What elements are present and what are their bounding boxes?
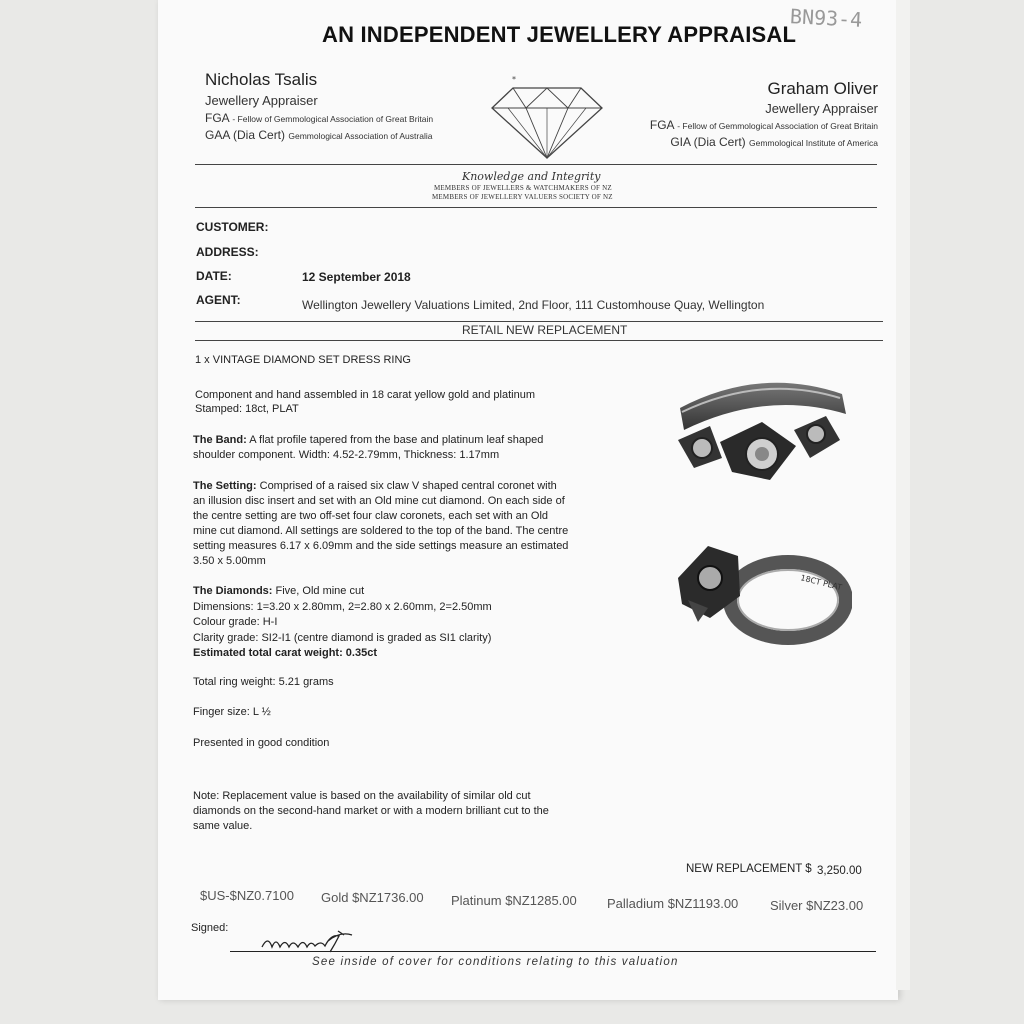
- address-label: ADDRESS:: [196, 245, 259, 259]
- setting-paragraph: The Setting: Comprised of a raised six claw V shaped central coronet with an illusion disc insert and set with an Old mine cut diamond. On each side of the centre setting are two off-set four claw coronets, each set with an Old mine cut diamond. All settings are soldered to the top of the band. The centre setting measures 6.17 x 6.09mm and the side settings measure an estimated 3.50 x 5.00mm: [193, 480, 569, 567]
- left-appraiser-role: Jewellery Appraiser: [205, 93, 318, 108]
- left-appraiser-name: Nicholas Tsalis: [205, 70, 318, 89]
- motto: Knowledge and Integrity: [462, 170, 601, 183]
- header-rule: [195, 164, 877, 165]
- weight-line: Total ring weight: 5.21 grams: [193, 676, 334, 688]
- section-header: RETAIL NEW REPLACEMENT: [462, 323, 628, 337]
- carat-line: Estimated total carat weight: 0.35ct: [193, 647, 377, 659]
- date-label: DATE:: [196, 269, 232, 283]
- membership-line-2: MEMBERS OF JEWELLERY VALUERS SOCIETY OF NZ: [432, 193, 613, 201]
- note-paragraph: Note: Replacement value is based on the availability of similar old cut diamonds on the second-hand market or with a modern brilliant cut to the same value.: [193, 790, 549, 832]
- item-title: 1 x VINTAGE DIAMOND SET DRESS RING: [195, 354, 411, 366]
- finger-line: Finger size: L ½: [193, 706, 271, 718]
- section-rule-top: [195, 321, 883, 322]
- svg-text:*: *: [512, 75, 516, 84]
- signature: [258, 925, 370, 957]
- condition-line: Presented in good condition: [193, 737, 330, 749]
- agent-value: Wellington Jewellery Valuations Limited, 2nd Floor, 111 Customhouse Quay, Wellington: [302, 298, 765, 312]
- stamped-line: Stamped: 18ct, PLAT: [195, 403, 299, 415]
- diamonds-line: The Diamonds: Five, Old mine cut: [193, 585, 365, 597]
- right-appraiser-cred1: FGA - Fellow of Gemmological Association of Great Britain: [649, 118, 878, 132]
- left-appraiser-cred2: GAA (Dia Cert) Gemmological Association of Australia: [205, 128, 433, 142]
- component-line: Component and hand assembled in 18 carat yellow gold and platinum: [195, 389, 535, 401]
- signed-label: Signed:: [191, 922, 229, 934]
- right-appraiser-role: Jewellery Appraiser: [765, 101, 878, 116]
- date-value: 12 September 2018: [302, 270, 411, 284]
- svg-text:18CT PLAT: 18CT PLAT: [799, 573, 843, 593]
- handwritten-code: BN93-4: [789, 4, 863, 32]
- colour-line: Colour grade: H-I: [193, 616, 278, 628]
- section-rule-bottom: [195, 340, 883, 341]
- rate-palladium: Palladium $NZ1193.00: [607, 896, 739, 911]
- rate-silver: Silver $NZ23.00: [770, 898, 864, 913]
- ring-photo-side: [668, 538, 852, 650]
- ring-photo-top: [670, 368, 850, 490]
- customer-label: CUSTOMER:: [196, 220, 269, 234]
- document-title: AN INDEPENDENT JEWELLERY APPRAISAL: [322, 22, 797, 47]
- clarity-line: Clarity grade: SI2-I1 (centre diamond is graded as SI1 clarity): [193, 632, 492, 644]
- left-appraiser-cred1: FGA - Fellow of Gemmological Association of Great Britain: [205, 111, 434, 125]
- rate-gold: Gold $NZ1736.00: [321, 890, 424, 905]
- replacement-label: NEW REPLACEMENT $: [686, 863, 812, 875]
- page-edge: [896, 0, 910, 990]
- diamond-logo-icon: [488, 74, 606, 160]
- right-appraiser-name: Graham Oliver: [767, 79, 878, 98]
- header-rule-2: [195, 207, 877, 208]
- dimensions-line: Dimensions: 1=3.20 x 2.80mm, 2=2.80 x 2.60mm, 2=2.50mm: [193, 601, 492, 613]
- replacement-value: 3,250.00: [817, 865, 862, 877]
- band-paragraph: The Band: A flat profile tapered from the base and platinum leaf shaped shoulder component. Width: 4.52-2.79mm, Thickness: 1.17mm: [193, 434, 544, 461]
- right-appraiser-cred2: GIA (Dia Cert) Gemmological Institute of America: [670, 135, 878, 149]
- rate-platinum: Platinum $NZ1285.00: [451, 893, 577, 908]
- footer-note: See inside of cover for conditions relating to this valuation: [312, 956, 679, 968]
- signature-rule: [230, 951, 876, 952]
- rate-usd: $US-$NZ0.7100: [200, 888, 294, 903]
- membership-line-1: MEMBERS OF JEWELLERS & WATCHMAKERS OF NZ: [434, 184, 612, 192]
- agent-label: AGENT:: [196, 293, 241, 307]
